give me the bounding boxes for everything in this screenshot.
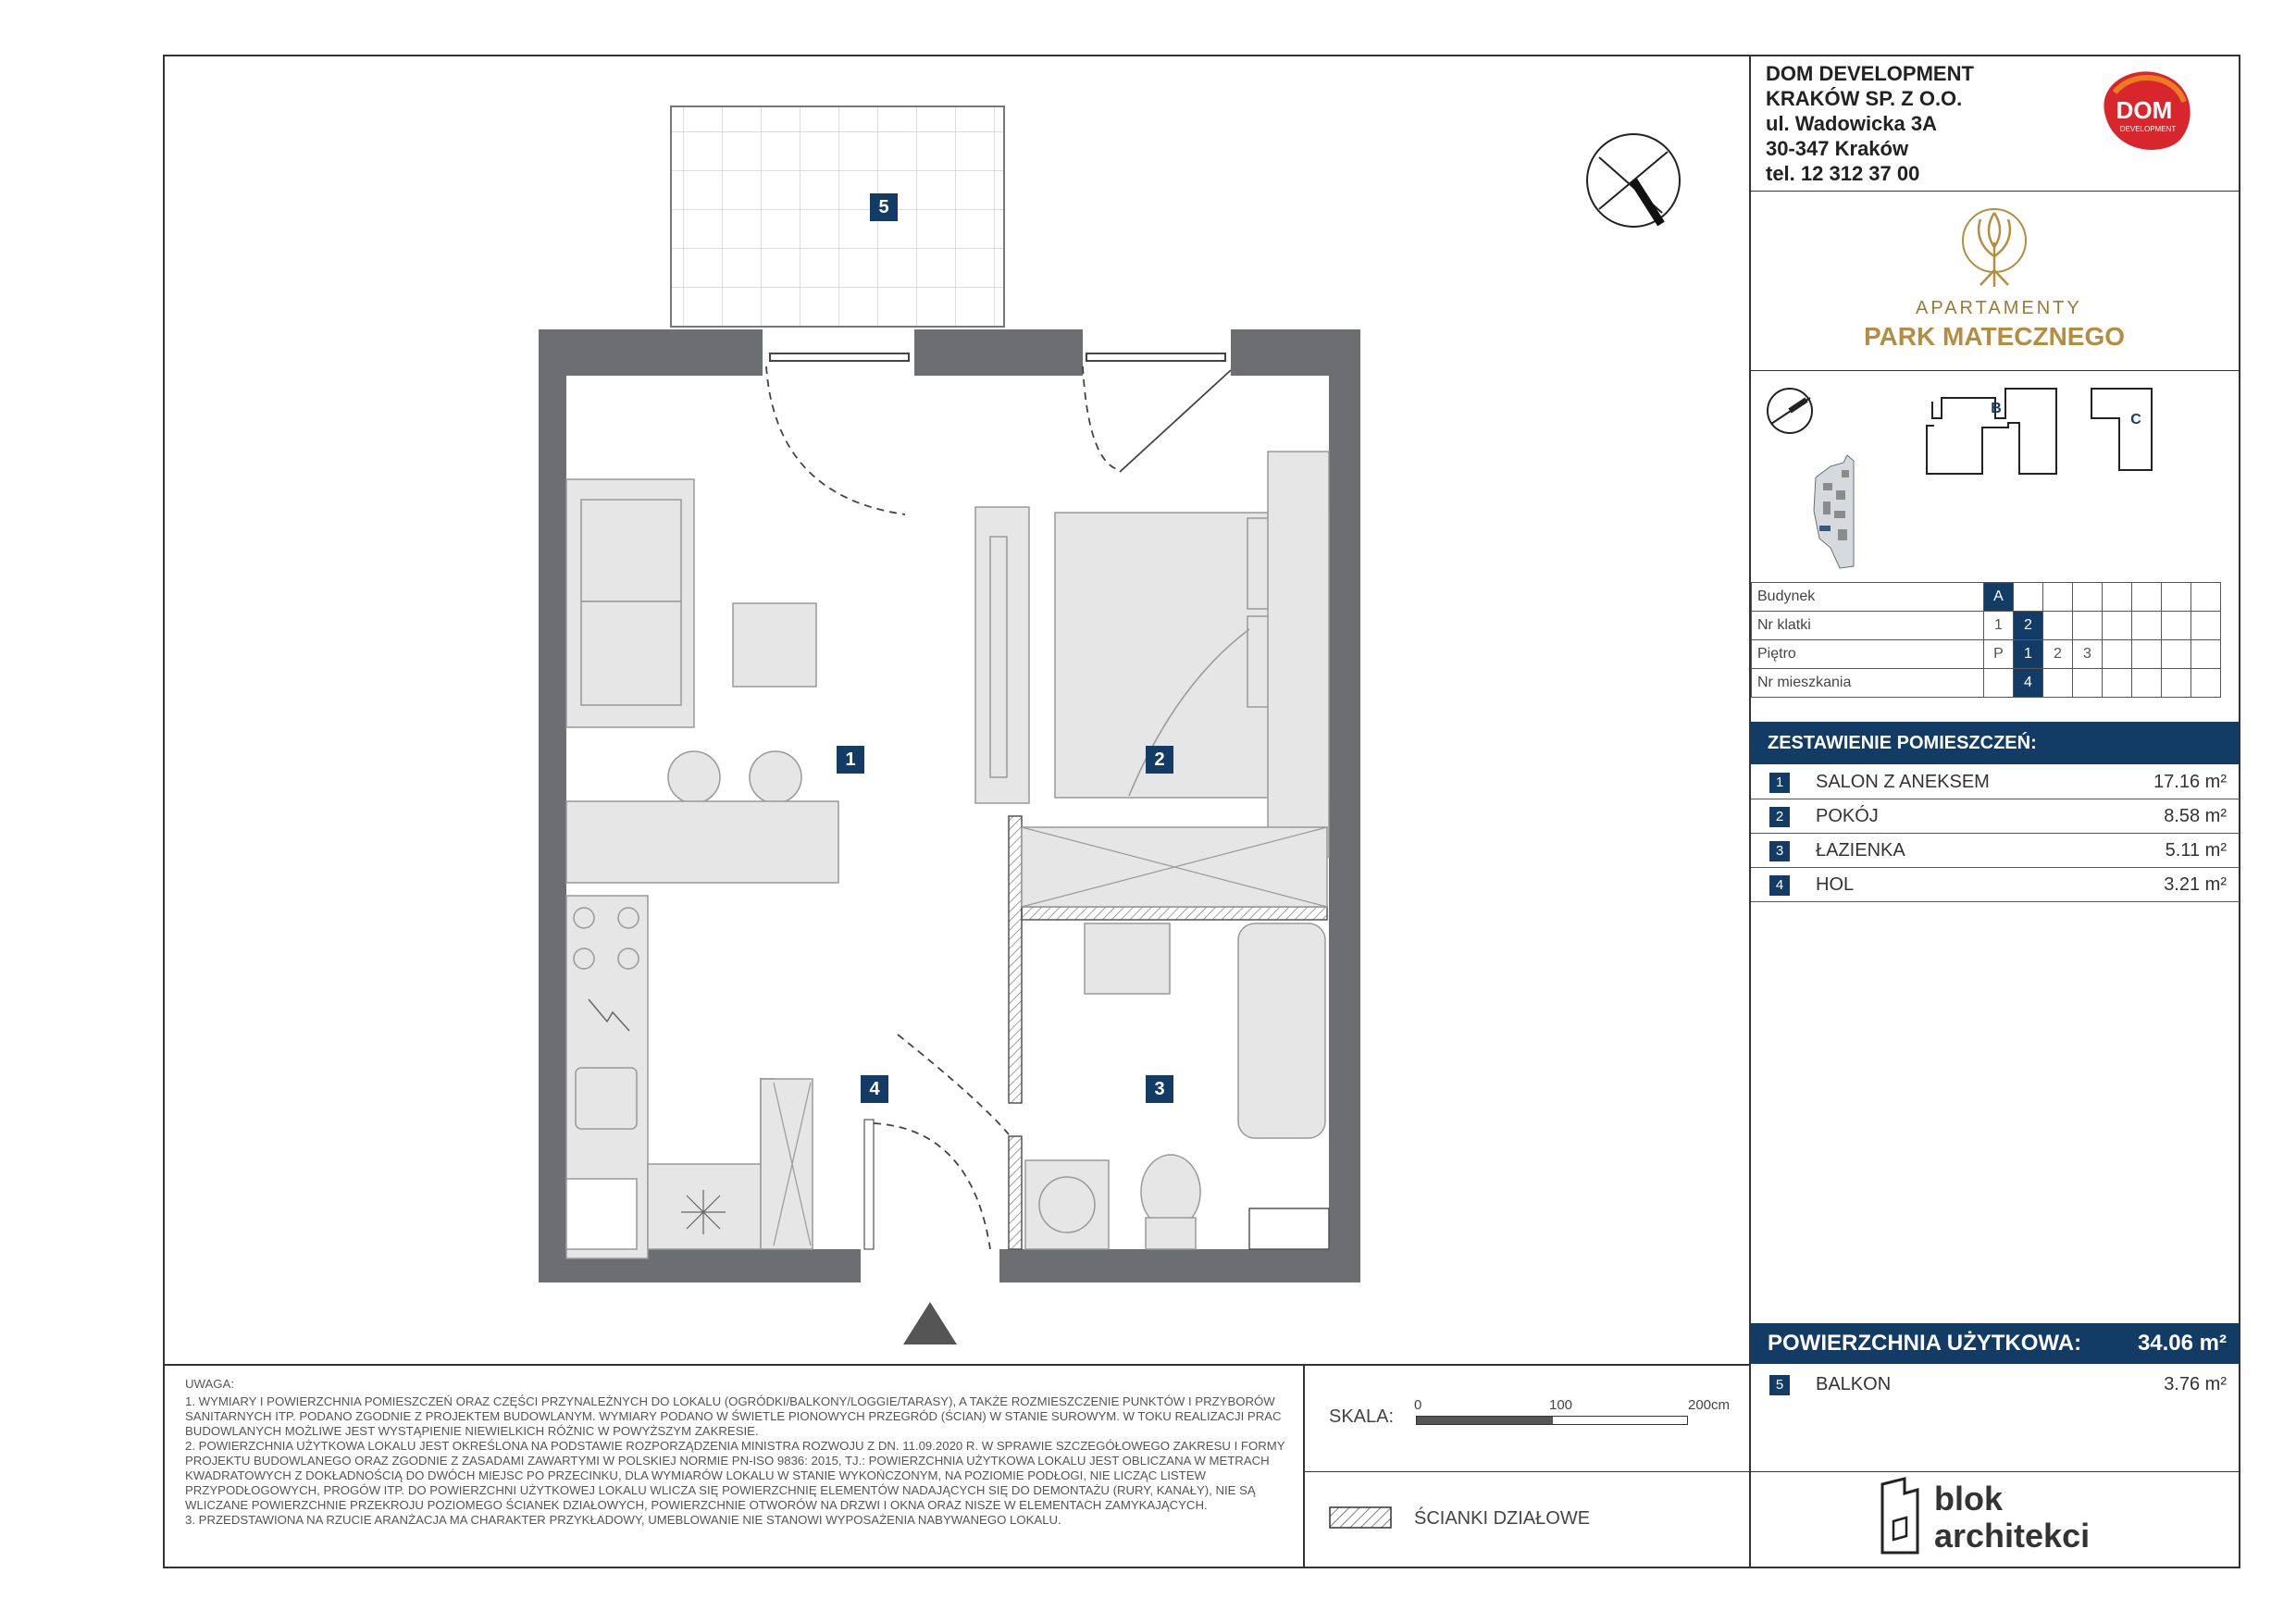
door-leaf (1120, 370, 1231, 472)
sink (1085, 923, 1170, 994)
room-area: 8.58 m² (2164, 806, 2227, 826)
project-line1: APARTAMENTY (1916, 298, 2082, 318)
floor-plan (527, 93, 1379, 1295)
fridge (566, 1179, 637, 1249)
room-name: HOL (1816, 874, 1855, 895)
tree-logo-icon (1953, 205, 2036, 291)
usable-area-bar (1751, 1323, 2240, 1364)
table-row (1752, 669, 2221, 698)
company-phone: tel. 12 312 37 00 (1766, 162, 1920, 185)
hatch-legend-icon (1329, 1506, 1392, 1529)
floor-label: Piętro (1752, 640, 1984, 669)
rooms-header: ZESTAWIENIE POMIESZCZEŃ: (1751, 722, 2240, 764)
key-plan (1758, 381, 2240, 576)
staircase-label: Nr klatki (1752, 612, 1984, 640)
room-name: BALKON (1816, 1374, 1892, 1394)
table-row (1752, 640, 2221, 669)
company-name: DOM DEVELOPMENT (1766, 62, 1974, 85)
compass-icon (1582, 130, 1684, 231)
panel-line (1751, 370, 2240, 371)
door-swing (898, 1035, 1009, 1134)
dom-development-logo (2087, 65, 2203, 157)
note-item: 2. POWIERZCHNIA UŻYTKOWA LOKALU JEST OKREŚLONA NA PODSTAWIE ROZPORZĄDZENIA MINISTRA ROZWOJU Z DN. 11.09.2020 R. W SPRAWIE SZCZEGÓŁOWEGO ZAKRESU I FORMY PROJEKTU BUDOWLANEGO ORAZ ZGODNIE Z ZASADAMI ZAWARTYMI W POLSKIEJ NORMIE PN-ISO 9836: 2015, TJ.: POWIERZCHNIA UŻYTKOWA LOKALU JEST OBLICZANA W METRACH KWADRATOWYCH Z DOKŁADNOŚCIĄ DO DWÓCH MIEJSC PO PRZECINKU, DLA WYMIARÓW LOKALU W STANIE WYKOŃCZONYM, NA POZIOMIE PODŁOGI, NIE LICZĄC LISTEW PRZYPODŁOGOWYCH, PROGÓW ITP. DO POWIERZCHNI UŻYTKOWEJ LOKALU WLICZA SIĘ POWIERZCHNIĘ ELEMENTÓW NADAJĄCYCH SIĘ DO DEMONTAŻU (RURY, KANAŁY), NIE SĄ WLICZANE POWIERZCHNIE PRZEKROJU POZIOMEGO ŚCIANEK DZIAŁOWYCH, POWIERZCHNIE OTWORÓW NA DRZWI I OKNA ORAZ NISZE W ELEMENTACH ZAMYKAJĄCYCH. (185, 1439, 1285, 1512)
blok-architekci-logo-icon (1877, 1475, 1925, 1558)
notes (185, 1377, 1305, 1528)
note-item: 1. WYMIARY I POWIERZCHNIA POMIESZCZEŃ ORAZ CZĘŚCI PRZYNALEŻNYCH DO LOKALU (OGRÓDKI/BALKONY/LOGGIE/TARASY), A TAKŻE ROZMIESZCZENIE PUNKTÓW I PRZYBORÓW SANITARNYCH ITP. PODANO ZGODNIE Z PROJEKTEM BUDOWLANYM. WYMIARY PODANO W ŚWIETLE PIONOWYCH PRZEGRÓD (ŚCIAN) W STANIE SUROWYM. W TOKU REALIZACJI PRAC BUDOWLANYCH MOŻLIWE JEST WYSTĄPIENIE NIEWIELKICH RÓŻNIC W POWYŻSZYM ZAKRESIE. (185, 1394, 1282, 1438)
shaft (1249, 1208, 1329, 1249)
note-item: 3. PRZEDSTAWIONA NA RZUCIE ARANŻACJA MA CHARAKTER PRZYKŁADOWY, UMEBLOWANIE NIE STANOWI WYPOSAŻENIA NABYWANEGO LOKALU. (185, 1513, 1061, 1527)
staircase-value: 1 (1984, 612, 2014, 640)
entry-door-frame (864, 1120, 874, 1249)
logo-word-dom: DOM (2116, 96, 2173, 124)
project-name: PARK MATECZNEGO (1863, 322, 2126, 351)
cabinet (648, 1164, 761, 1249)
table-row (1752, 583, 2221, 612)
room-number: 3 (1769, 841, 1790, 861)
room-number: 1 (1769, 773, 1790, 793)
toilet (1141, 1155, 1200, 1249)
apartment-label: Nr mieszkania (1752, 669, 1984, 698)
architect-name (1934, 1481, 2090, 1555)
balcony-area (671, 106, 1004, 327)
floor-value: 1 (2014, 640, 2043, 669)
room-area: 17.16 m² (2153, 772, 2227, 792)
apartment-info-table (1751, 582, 2221, 698)
logo-word-development: DEVELOPMENT (2119, 125, 2177, 133)
building-c-outline (2091, 389, 2152, 470)
washing-machine (1025, 1160, 1109, 1249)
building-value: A (1984, 583, 2014, 612)
room-number: 4 (1769, 875, 1790, 896)
scale-tick-0: 0 (1414, 1397, 1422, 1413)
closet (761, 1079, 813, 1249)
room-row (1751, 765, 2240, 799)
scale-label: SKALA: (1329, 1406, 1395, 1427)
plan-label-hall: 4 (861, 1075, 888, 1103)
building-label: Budynek (1752, 583, 1984, 612)
scale-tick-100: 100 (1549, 1397, 1573, 1413)
footer-line (163, 1364, 1751, 1366)
room-row (1751, 1368, 2240, 1401)
architect-line1: blok (1934, 1480, 2004, 1518)
plan-label-salon: 1 (837, 746, 864, 774)
room-row (1751, 868, 2240, 902)
bedside-furniture (1268, 452, 1329, 857)
usable-area-label: POWIERZCHNIA UŻYTKOWA: (1768, 1331, 2082, 1356)
room-area: 3.76 m² (2164, 1374, 2227, 1394)
scale-tick-200: 200cm (1688, 1397, 1731, 1413)
room-number: 2 (1769, 807, 1790, 827)
bathtub (1238, 923, 1325, 1138)
entrance-arrow-icon (900, 1300, 961, 1346)
room-name: SALON Z ANEKSEM (1816, 772, 1990, 792)
door-swing (874, 1123, 990, 1249)
room-area: 5.11 m² (2165, 840, 2227, 861)
room-area: 3.21 m² (2164, 874, 2227, 895)
room-row (1751, 834, 2240, 868)
company-name-2: KRAKÓW SP. Z O.O. (1766, 87, 1963, 110)
stool (750, 751, 801, 803)
sofa (566, 479, 694, 727)
stool (668, 751, 720, 803)
footer-line (1305, 1471, 1749, 1472)
floor-value: 2 (2043, 640, 2073, 669)
notes-title: UWAGA: (185, 1377, 234, 1391)
floor-value: P (1984, 640, 2014, 669)
door-swing (1083, 366, 1120, 470)
panel-line (1751, 1471, 2240, 1472)
building-b-label: B (1991, 401, 2002, 416)
coffee-table (733, 603, 816, 687)
panel-line (1751, 191, 2240, 192)
room-row (1751, 799, 2240, 834)
fan-icon (681, 1190, 726, 1234)
company-city: 30-347 Kraków (1766, 137, 1909, 160)
site-thumbnail (1814, 455, 1854, 568)
staircase-value: 2 (2014, 612, 2043, 640)
door-swing (766, 366, 905, 514)
company-address (1766, 61, 1974, 186)
plan-label-bedroom: 2 (1146, 746, 1173, 774)
room-name: ŁAZIENKA (1816, 840, 1905, 861)
architect-line2: architekci (1934, 1517, 2091, 1555)
building-c-label: C (2130, 412, 2141, 427)
table-row (1752, 612, 2221, 640)
plan-label-balcony: 5 (870, 193, 898, 221)
scale-bar (1416, 1416, 1688, 1425)
usable-area-value: 34.06 m² (2137, 1331, 2227, 1356)
room-name: POKÓJ (1816, 806, 1879, 826)
room-number: 5 (1769, 1375, 1790, 1395)
legend-label: ŚCIANKI DZIAŁOWE (1414, 1508, 1591, 1529)
apartment-value: 4 (2014, 669, 2043, 698)
company-street: ul. Wadowicka 3A (1766, 112, 1938, 135)
plan-label-bathroom: 3 (1146, 1075, 1173, 1103)
small-compass-icon (1768, 389, 1812, 433)
wardrobe (975, 507, 1029, 803)
kitchen-island (566, 801, 838, 883)
floor-value: 3 (2073, 640, 2103, 669)
